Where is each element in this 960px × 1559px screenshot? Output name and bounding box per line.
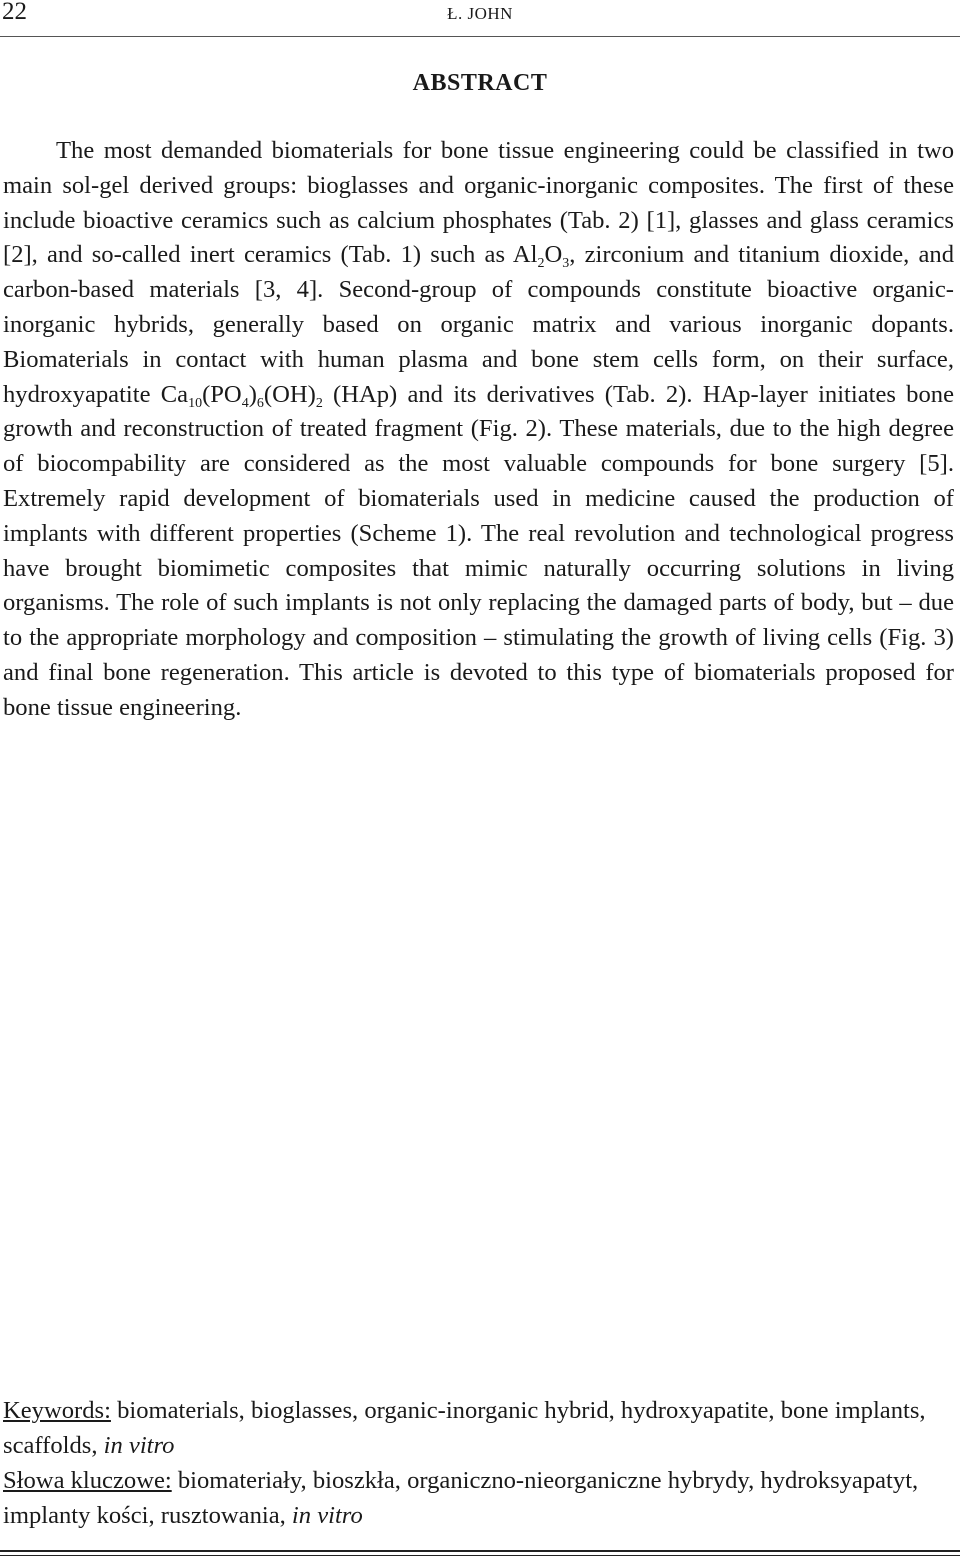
running-header bbox=[0, 0, 960, 37]
abstract-text-2b: (PO bbox=[202, 380, 242, 408]
footer-rule bbox=[0, 1550, 960, 1556]
running-author: Ł. JOHN bbox=[447, 4, 513, 23]
slowa-kluczowe-list: biomateriały, bioszkła, organiczno-nieorganiczne hybrydy, hydroksyapatyt, implanty kości, rusztowania, bbox=[3, 1467, 919, 1529]
keywords-block bbox=[3, 1393, 954, 1533]
slowa-kluczowe-in-vitro: in vitro bbox=[291, 1502, 363, 1529]
abstract-text-2d: (OH) bbox=[263, 380, 316, 408]
subscript-al: 2 bbox=[537, 256, 545, 272]
subscript-po: 4 bbox=[241, 395, 249, 411]
abstract-text-1b: O bbox=[544, 241, 563, 269]
abstract-heading: ABSTRACT bbox=[412, 70, 548, 96]
abstract-text-2: , zirconium and titanium dioxide, and carbon-based materials [3, 4]. Second-group of compounds constitute bioactive organic-inorganic hybrids, generally based on organic matrix and various inorganic dopants. Biomaterials in contact with human plasma and bone stem cells form, on their surface, hydroxyapatite Ca bbox=[3, 241, 954, 408]
abstract-text-1: The most demanded biomaterials for bone tissue engineering could be classified in two main sol-gel derived groups: bioglasses and organic-inorganic composites. The first of these include bioactive ceramics such as calcium phosphates (Tab. 2) [1], glasses and glass ceramics [2], and so-called inert ceramics (Tab. 1) such as Al bbox=[3, 137, 954, 269]
keywords-polish bbox=[3, 1463, 954, 1533]
subscript-oh: 2 bbox=[315, 395, 323, 411]
subscript-o: 3 bbox=[562, 256, 570, 272]
keywords-list: biomaterials, bioglasses, organic-inorganic hybrid, hydroxyapatite, bone implants, scaffolds, bbox=[3, 1397, 926, 1459]
keywords-label: Keywords: bbox=[3, 1397, 111, 1424]
subscript-ca: 10 bbox=[188, 395, 203, 411]
keywords-english bbox=[3, 1393, 954, 1463]
keywords-in-vitro: in vitro bbox=[103, 1432, 175, 1459]
slowa-kluczowe-label: Słowa kluczowe: bbox=[3, 1467, 172, 1494]
abstract-text-3: (HAp) and its derivatives (Tab. 2). HAp-layer initiates bone growth and reconstruction of treated fragment (Fig. 2). These materials, due to the high degree of biocompability are considered as the most valuable compounds for bone surgery [5]. Extremely rapid development of biomaterials used in medicine caused the production of implants with different properties (Scheme 1). The real revolution and technological progress have brought biomimetic composites that mimic naturally occurring solutions in living organisms. The role of such implants is not only replacing the damaged parts of body, but – due to the appropriate morphology and composition – stimulating the growth of living cells (Fig. 3) and final bone regeneration. This article is devoted to this type of biomaterials proposed for bone tissue engineering. bbox=[3, 380, 954, 721]
page-number: 22 bbox=[2, 0, 27, 25]
subscript-paren: 6 bbox=[256, 395, 264, 411]
abstract-text-2c: ) bbox=[248, 380, 257, 408]
abstract-paragraph bbox=[3, 134, 954, 726]
